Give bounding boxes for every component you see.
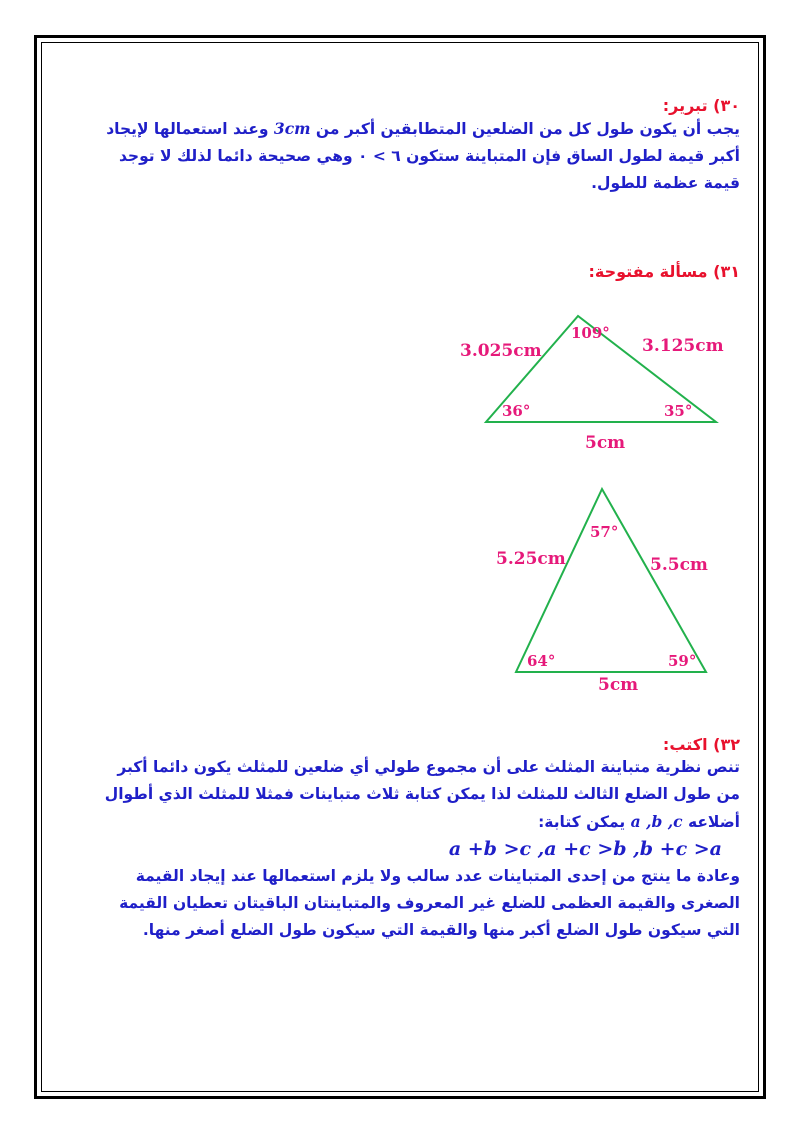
q32-line-6: التي سيكون طول الضلع أكبر منها والقيمة التي سيكون طول الضلع أصغر منها. <box>142 921 740 939</box>
q31-heading: ٣١) مسألة مفتوحة: <box>588 262 740 281</box>
q30-line-1-a: يجب أن يكون طول كل من الضلعين المتطابقين أكبر من <box>310 120 740 138</box>
t1-angle-top: 109° <box>571 324 610 342</box>
q30-line-2: أكبر قيمة لطول الساق فإن المتباينة ستكون ٦ > ٠ وهي صحيحة دائما لذلك لا توجد <box>118 147 740 165</box>
t2-angle-right: 59° <box>668 652 697 670</box>
q32-vars: a ,b ,c <box>630 812 683 831</box>
q32-text <box>60 754 740 944</box>
t1-angle-right: 35° <box>664 402 693 420</box>
t1-side-bottom: 5cm <box>585 433 626 453</box>
t1-side-right: 3.125cm <box>642 336 724 356</box>
q32-line-3-a: أضلاعه <box>682 813 740 831</box>
q30-line-1-b: وعند استعمالها لإيجاد <box>106 120 274 138</box>
q32-heading: ٣٢) اكتب: <box>662 735 740 754</box>
t2-side-bottom: 5cm <box>598 675 639 695</box>
q32-line-4: وعادة ما ينتج من إحدى المتباينات عدد سالب ولا يلزم استعمالها عند إيجاد القيمة <box>135 867 740 885</box>
q30-unit: 3cm <box>273 119 311 138</box>
question-32 <box>60 735 740 944</box>
t2-side-left: 5.25cm <box>496 549 566 569</box>
t1-angle-left: 36° <box>502 402 531 420</box>
q32-line-2: من طول الضلع الثالث للمثلث لذا يمكن كتابة ثلاث متباينات فمثلا للمثلث الذي أطوال <box>104 785 740 803</box>
t1-side-left: 3.025cm <box>460 341 542 361</box>
triangle-2 <box>516 489 706 672</box>
q32-line-1: تنص نظرية متباينة المثلث على أن مجموع طولي أي ضلعين للمثلث يكون دائما أكبر <box>117 758 740 776</box>
q32-line-5: الصغرى والقيمة العظمى للضلع غير المعروف والمتباينتان الباقيتان تعطيان القيمة <box>119 894 740 912</box>
t2-angle-left: 64° <box>527 652 556 670</box>
t2-side-right: 5.5cm <box>650 555 708 575</box>
q32-formula: a +b >c ,a +c >b ,b +c >a <box>448 838 722 860</box>
q30-heading: ٣٠) تبرير: <box>662 96 740 115</box>
q32-line-3 <box>60 808 740 836</box>
q32-line-3-b: يمكن كتابة: <box>538 813 631 831</box>
q30-line-3: قيمة عظمة للطول. <box>591 174 740 192</box>
t2-angle-top: 57° <box>590 523 619 541</box>
